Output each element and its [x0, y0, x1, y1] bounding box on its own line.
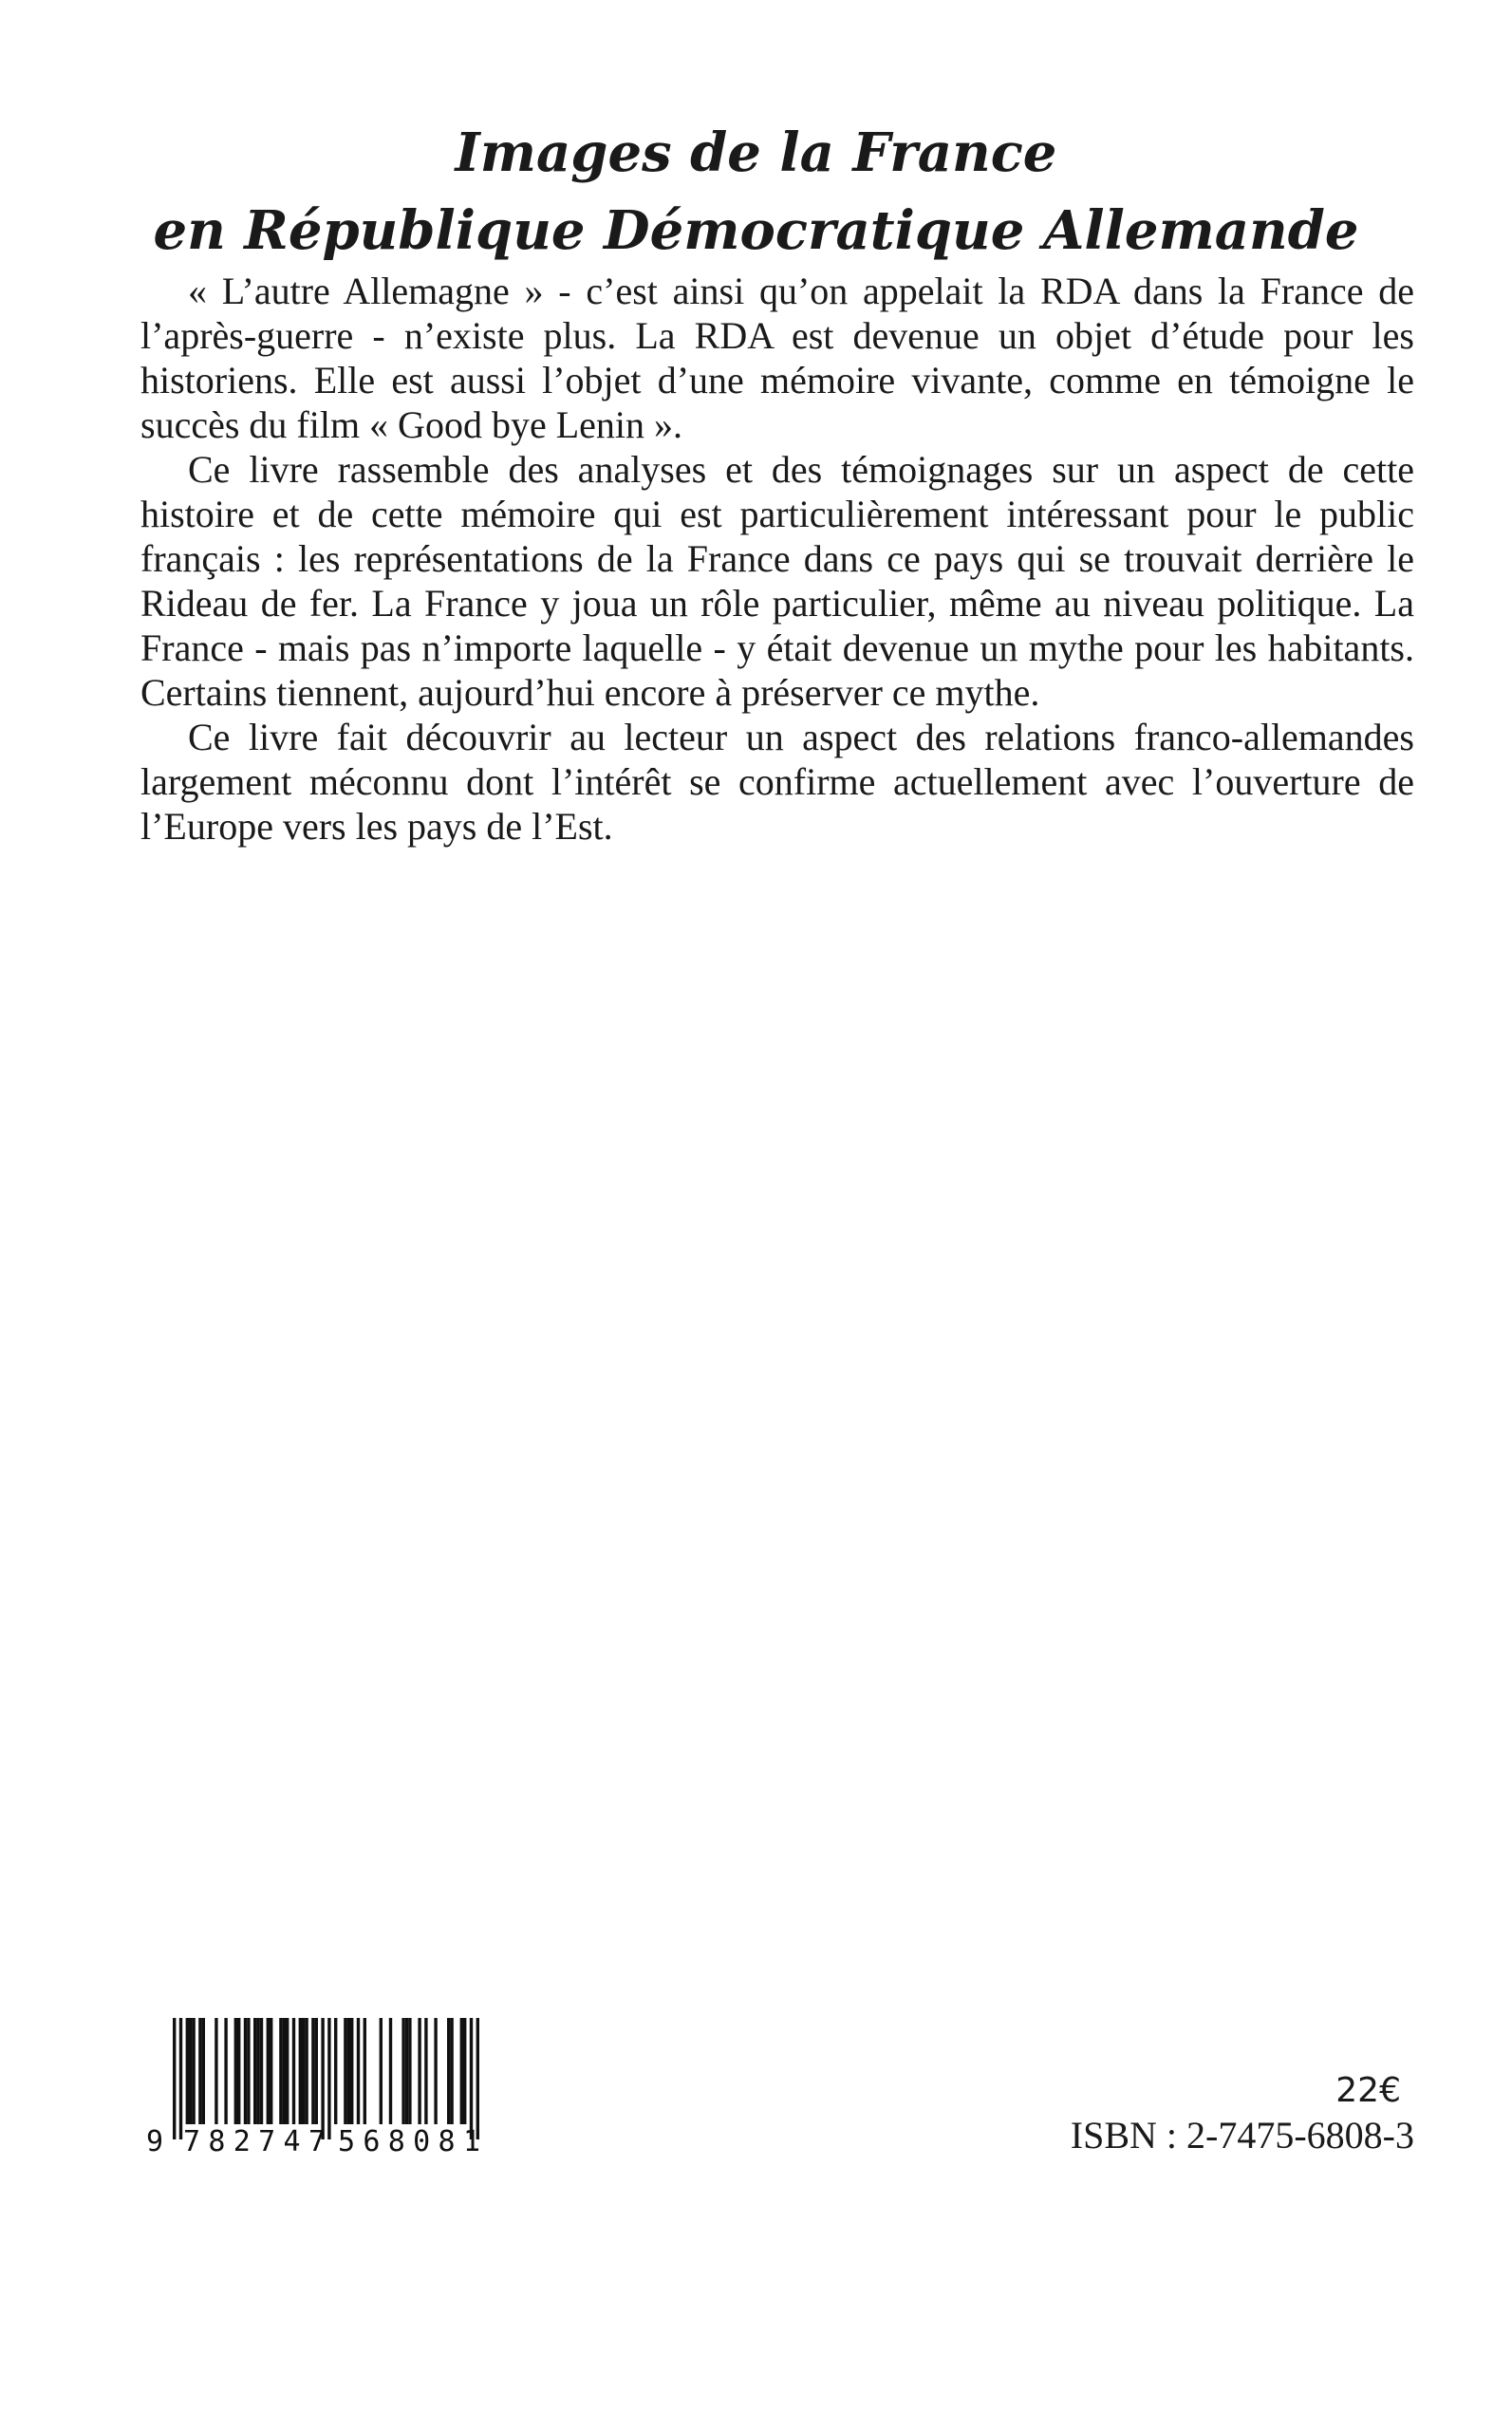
barcode-bar — [327, 2018, 330, 2139]
barcode-bar — [292, 2018, 295, 2124]
barcode-bar — [253, 2018, 256, 2124]
barcode-bar — [350, 2018, 353, 2124]
barcode-bar — [270, 2018, 272, 2124]
barcode-bar — [202, 2018, 205, 2124]
barcode-bar — [463, 2018, 466, 2124]
isbn-label: ISBN : 2-7475-6808-3 — [1070, 2114, 1414, 2157]
barcode — [140, 2018, 513, 2156]
barcode-bar — [311, 2018, 314, 2124]
barcode-bar — [418, 2018, 420, 2124]
barcode-bar — [315, 2018, 318, 2124]
barcode-bar — [321, 2018, 324, 2139]
barcode-bar — [434, 2018, 437, 2124]
barcode-digits-left: 782747 — [183, 2125, 326, 2156]
barcode-bar — [347, 2018, 350, 2124]
barcode-bar — [198, 2018, 201, 2124]
barcode-bar — [305, 2018, 308, 2124]
book-title — [0, 114, 1512, 270]
barcode-digit-first: 9 — [146, 2125, 164, 2156]
barcode-bar — [279, 2018, 282, 2124]
barcode-bar — [173, 2018, 176, 2139]
barcode-bar — [186, 2018, 189, 2124]
barcode-bar — [334, 2018, 337, 2124]
barcode-bar — [299, 2018, 302, 2124]
barcode-bar — [460, 2018, 463, 2124]
back-cover-blurb — [140, 269, 1414, 849]
blurb-paragraph-2: Ce livre rassemble des analyses et des témoignages sur un aspect de cette histoire et de cette mémoire qui est particulièrement intéressant pour le public français : les représentations de la France dans ce pays qui se trouvait derrière le Rideau de fer. La France y joua un rôle particulier, même au niveau politique. La France - mais pas n’importe laquelle - y était devenue un mythe pour les habitants. Certains tiennent, aujourd’hui encore à préserver ce mythe. — [140, 448, 1414, 714]
book-title-line-2: en République Démocratique Allemande — [153, 199, 1359, 262]
barcode-bar — [215, 2018, 217, 2124]
barcode-bar — [256, 2018, 259, 2124]
barcode-bar — [364, 2018, 366, 2124]
barcode-bar — [192, 2018, 195, 2124]
barcode-bar — [447, 2018, 450, 2124]
barcode-bar — [267, 2018, 270, 2124]
price-label: 22€ — [1335, 2071, 1401, 2110]
barcode-bar — [344, 2018, 346, 2124]
barcode-bar — [283, 2018, 286, 2124]
barcode-bar — [424, 2018, 427, 2124]
barcode-bar — [286, 2018, 289, 2124]
barcode-bar — [234, 2018, 237, 2124]
barcode-bar — [408, 2018, 411, 2124]
barcode-bar — [260, 2018, 263, 2124]
barcode-bar — [450, 2018, 453, 2124]
barcode-bar — [476, 2018, 479, 2139]
barcode-bar — [401, 2018, 404, 2124]
barcode-bar — [470, 2018, 473, 2139]
barcode-bar — [405, 2018, 408, 2124]
barcode-bar — [380, 2018, 383, 2124]
barcode-bar — [189, 2018, 192, 2124]
book-title-line-1: Images de la France — [455, 121, 1057, 184]
barcode-bar — [179, 2018, 182, 2139]
barcode-bar — [237, 2018, 240, 2124]
barcode-graphic — [140, 2018, 513, 2156]
blurb-paragraph-1: « L’autre Allemagne » - c’est ainsi qu’on appelait la RDA dans la France de l’après-guerre - n’existe plus. La RDA est devenue un objet d’étude pour les historiens. Elle est aussi l’objet d’une mémoire vivante, comme en témoigne le succès du film « Good bye Lenin ». — [140, 270, 1414, 446]
barcode-bar — [302, 2018, 305, 2124]
barcode-bar — [389, 2018, 392, 2124]
blurb-paragraph-3: Ce livre fait découvrir au lecteur un aspect des relations franco-allemandes largement méconnu dont l’intérêt se confirme actuellement avec l’ouverture de l’Europe vers les pays de l’Est. — [140, 716, 1414, 848]
barcode-bar — [244, 2018, 247, 2124]
barcode-bar — [224, 2018, 227, 2124]
barcode-bar — [357, 2018, 360, 2124]
barcode-bars — [173, 2018, 479, 2139]
barcode-bar — [247, 2018, 250, 2124]
barcode-digits-right: 568081 — [338, 2125, 480, 2156]
